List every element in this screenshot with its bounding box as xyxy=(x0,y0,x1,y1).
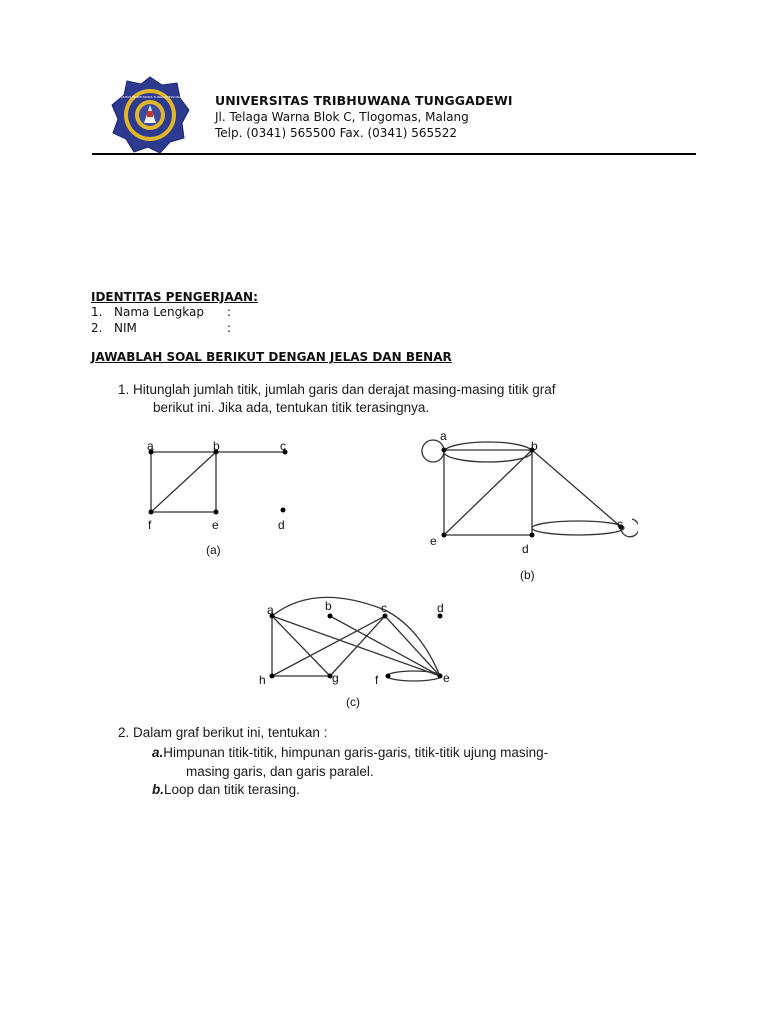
graph-b xyxy=(418,420,638,586)
node-label: d xyxy=(522,542,529,556)
question1-line2: berikut ini. Jika ada, tentukan titik terasingnya. xyxy=(153,400,430,415)
item-b-marker: b. xyxy=(152,782,164,797)
field-number: 2. xyxy=(91,321,103,335)
node-label: b xyxy=(213,439,220,453)
university-address: Jl. Telaga Warna Blok C, Tlogomas, Malang xyxy=(215,110,469,124)
identity-row-name xyxy=(91,305,231,319)
question2-item-a xyxy=(152,745,548,760)
node-label: g xyxy=(332,671,339,685)
node-label: c xyxy=(381,601,387,615)
logo-text: UNIVERSITAS TRIBHUWANA TUNGGADEWI MALANG xyxy=(111,95,189,99)
node-label: e xyxy=(212,518,219,532)
question1-line1: 1. Hitunglah jumlah titik, jumlah garis dan derajat masing-masing titik graf xyxy=(118,382,556,397)
header-divider xyxy=(92,153,696,155)
field-number: 1. xyxy=(91,305,103,319)
graph-caption: (a) xyxy=(206,543,221,557)
node-label: f xyxy=(148,518,152,532)
item-a-text: Himpunan titik-titik, himpunan garis-garis, titik-titik ujung masing- xyxy=(163,745,549,760)
node-label: d xyxy=(278,518,285,532)
university-logo xyxy=(110,75,190,155)
node-label: b xyxy=(325,599,332,613)
instructions-title: JAWABLAH SOAL BERIKUT DENGAN JELAS DAN BENAR xyxy=(91,350,452,364)
node-label: a xyxy=(267,603,274,617)
node-label: c xyxy=(280,439,286,453)
node-label: h xyxy=(259,673,266,687)
field-colon: : xyxy=(227,321,232,335)
node-label: a xyxy=(147,439,154,453)
field-label: Nama Lengkap xyxy=(114,305,204,319)
item-a-marker: a. xyxy=(152,745,164,760)
node-label: d xyxy=(437,601,444,615)
graph-c xyxy=(255,588,465,712)
node-label: a xyxy=(440,429,447,443)
identity-title: IDENTITAS PENGERJAAN: xyxy=(91,290,258,304)
identity-row-nim xyxy=(91,321,231,335)
question2-item-b xyxy=(152,782,300,797)
university-phone: Telp. (0341) 565500 Fax. (0341) 565522 xyxy=(215,126,458,140)
node-label: e xyxy=(443,671,450,685)
university-name: UNIVERSITAS TRIBHUWANA TUNGGADEWI xyxy=(215,93,513,108)
field-label: NIM xyxy=(114,321,137,335)
graph-a xyxy=(130,432,310,564)
item-b-text: Loop dan titik terasing. xyxy=(164,782,300,797)
question2-item-a-continued: masing garis, dan garis paralel. xyxy=(186,764,374,779)
field-colon: : xyxy=(227,305,232,319)
graph-caption: (b) xyxy=(520,568,535,582)
node-label: b xyxy=(531,439,538,453)
graph-caption: (c) xyxy=(346,695,360,709)
node-label: c xyxy=(617,517,623,531)
node-label: e xyxy=(430,534,437,548)
question2-intro: 2. Dalam graf berikut ini, tentukan : xyxy=(118,725,328,740)
node-label: f xyxy=(375,673,379,687)
